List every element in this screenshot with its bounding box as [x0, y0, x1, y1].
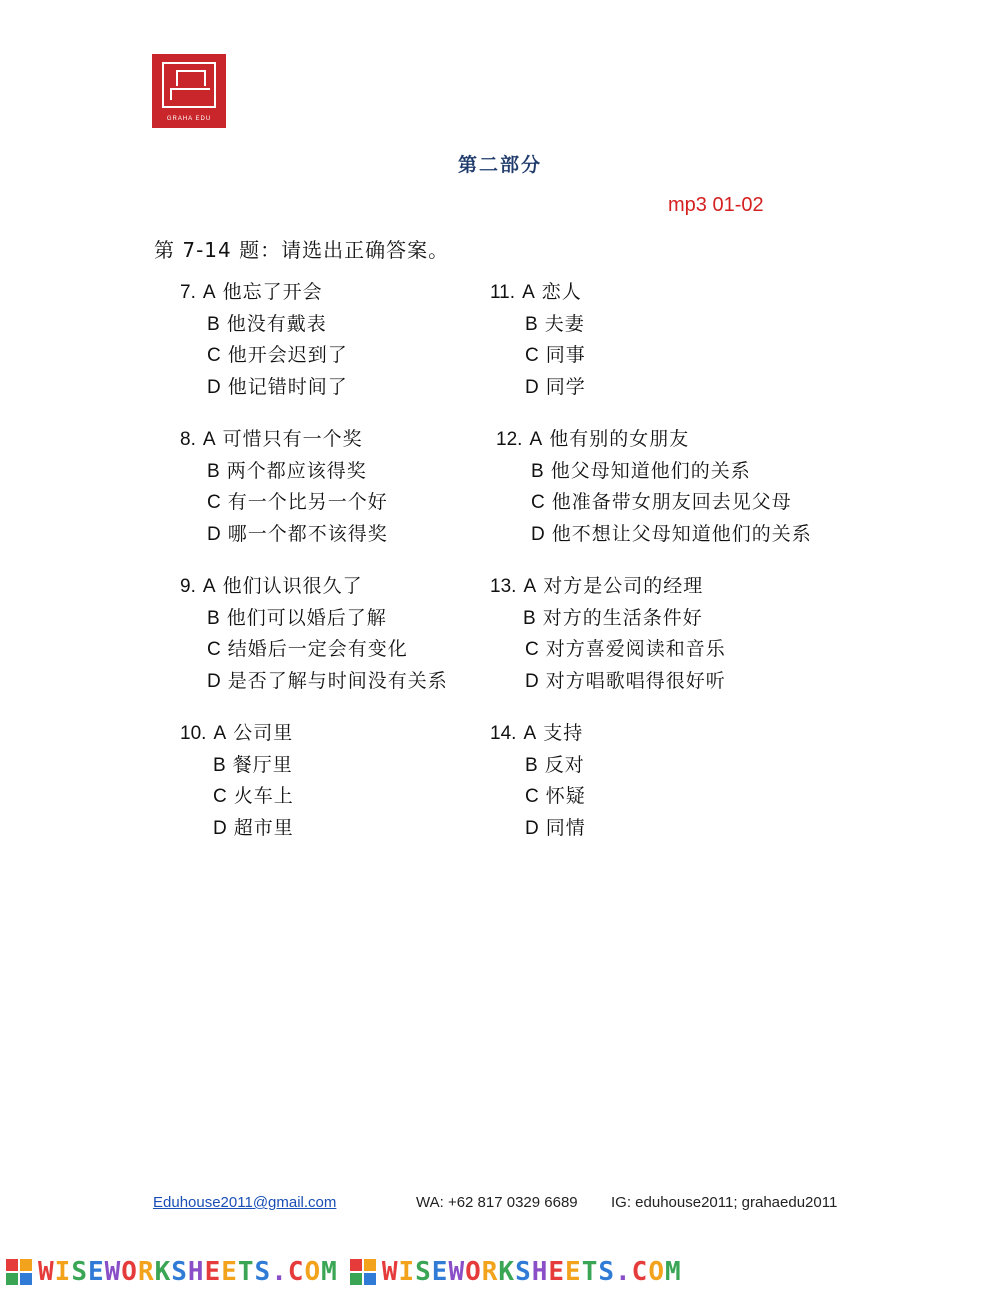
option-letter: D — [207, 670, 221, 692]
question-13 — [490, 571, 726, 697]
option-text: 他们可以婚后了解 — [226, 606, 387, 629]
option-text: 夫妻 — [544, 312, 585, 335]
watermark-letter: W — [381, 1256, 399, 1287]
option-letter: B — [207, 460, 220, 482]
watermark-letter: E — [548, 1256, 566, 1287]
option-letter: B — [213, 754, 226, 776]
option-letter: A — [522, 282, 535, 303]
question-option — [490, 309, 586, 341]
option-letter: D — [525, 376, 539, 398]
logo-caption: GRAHA EDU — [166, 116, 212, 122]
question-option — [490, 718, 586, 750]
footer-email-link[interactable]: Eduhouse2011@gmail.com — [153, 1194, 337, 1211]
watermark-letter: K — [154, 1256, 172, 1287]
watermark-letter: C — [631, 1256, 649, 1287]
wiseworksheets-logo-icon — [6, 1259, 32, 1285]
watermark-letter: R — [137, 1256, 155, 1287]
question-number: 13. — [490, 576, 517, 597]
option-letter: D — [213, 817, 227, 839]
question-option — [180, 424, 388, 456]
question-number: 10. — [180, 723, 207, 744]
question-option — [180, 372, 348, 404]
option-letter: D — [531, 523, 545, 545]
watermark-letter: W — [104, 1256, 122, 1287]
option-letter: D — [207, 376, 221, 398]
question-number: 7. — [180, 282, 196, 303]
option-letter: B — [531, 460, 544, 482]
question-option — [490, 340, 586, 372]
option-letter: C — [531, 492, 545, 513]
watermark-letter: I — [54, 1256, 72, 1287]
question-option — [180, 487, 388, 519]
option-text: 他不想让父母知道他们的关系 — [551, 522, 812, 545]
option-letter: C — [525, 639, 539, 660]
watermark-letter: T — [581, 1256, 599, 1287]
question-number: 8. — [180, 429, 196, 450]
option-text: 恋人 — [541, 281, 582, 303]
section-title: 第二部分 — [457, 154, 542, 176]
option-text: 公司里 — [233, 722, 294, 744]
option-text: 有一个比另一个好 — [227, 491, 388, 513]
watermark-letter: R — [481, 1256, 499, 1287]
question-option — [180, 718, 294, 750]
question-option — [180, 340, 348, 372]
watermark-letter: E — [565, 1256, 582, 1287]
option-text: 同学 — [545, 375, 586, 398]
question-option — [180, 277, 348, 309]
question-number: 11. — [490, 282, 516, 303]
watermark-item — [350, 1257, 682, 1287]
watermark-letter: O — [304, 1256, 322, 1287]
question-number: 14. — [490, 723, 517, 744]
audio-reference: mp3 01-02 — [668, 194, 764, 216]
question-option — [490, 781, 586, 813]
option-text: 他忘了开会 — [222, 281, 323, 303]
question-option — [490, 634, 726, 666]
question-option — [180, 603, 448, 635]
option-text: 他有别的女朋友 — [549, 428, 690, 450]
option-letter: D — [525, 817, 539, 839]
option-letter: A — [202, 576, 216, 597]
option-letter: B — [525, 754, 538, 776]
watermark-letter: S — [515, 1256, 532, 1287]
option-text: 哪一个都不该得奖 — [227, 522, 388, 545]
watermark-letter: I — [398, 1256, 416, 1287]
option-text: 他没有戴表 — [226, 312, 327, 335]
option-text: 火车上 — [233, 785, 294, 807]
option-letter: A — [202, 282, 216, 303]
question-option — [490, 571, 726, 603]
question-10 — [180, 718, 294, 844]
question-12 — [496, 424, 812, 550]
question-option — [180, 309, 348, 341]
question-option — [180, 813, 294, 845]
question-option — [490, 666, 726, 698]
option-text: 他记错时间了 — [227, 375, 348, 398]
option-text: 他们认识很久了 — [222, 575, 363, 597]
wiseworksheets-logo-icon — [350, 1259, 376, 1285]
question-option — [180, 456, 388, 488]
option-letter: C — [525, 786, 539, 807]
watermark-letter: S — [171, 1256, 188, 1287]
question-option — [180, 571, 448, 603]
graha-edu-seal-icon — [162, 62, 216, 108]
question-option — [180, 634, 448, 666]
question-number: 12. — [496, 429, 523, 450]
option-letter: C — [207, 492, 221, 513]
watermark-text — [38, 1257, 338, 1287]
footer-whatsapp: WA: +62 817 0329 6689 — [416, 1194, 578, 1211]
option-letter: B — [207, 607, 220, 629]
question-8 — [180, 424, 388, 550]
watermark-letter: E — [204, 1256, 222, 1287]
question-option — [490, 750, 586, 782]
option-text: 可惜只有一个奖 — [222, 428, 363, 450]
watermark-letter: E — [431, 1256, 449, 1287]
watermark-item — [6, 1257, 338, 1287]
option-text: 他父母知道他们的关系 — [550, 459, 751, 482]
question-11 — [490, 277, 586, 403]
watermark-banner — [0, 1252, 1000, 1291]
question-option — [180, 750, 294, 782]
question-14 — [490, 718, 586, 844]
option-letter: C — [207, 639, 221, 660]
option-text: 结婚后一定会有变化 — [227, 638, 408, 660]
option-letter: A — [523, 723, 537, 744]
option-text: 对方是公司的经理 — [543, 575, 704, 597]
option-letter: A — [202, 429, 216, 450]
question-7 — [180, 277, 348, 403]
option-text: 他开会迟到了 — [227, 344, 348, 366]
question-option — [180, 781, 294, 813]
watermark-letter: S — [415, 1256, 432, 1287]
question-9 — [180, 571, 448, 697]
watermark-letter: S — [254, 1256, 272, 1287]
option-letter: B — [525, 313, 538, 335]
watermark-letter: O — [648, 1256, 665, 1287]
watermark-letter: S — [598, 1256, 615, 1287]
watermark-letter: . — [271, 1256, 288, 1287]
option-text: 餐厅里 — [232, 753, 293, 776]
option-text: 同事 — [545, 344, 586, 366]
question-option — [496, 424, 812, 456]
watermark-letter: C — [287, 1256, 305, 1287]
watermark-letter: E — [87, 1256, 105, 1287]
option-text: 是否了解与时间没有关系 — [227, 669, 448, 692]
watermark-letter: W — [448, 1256, 466, 1287]
question-option — [490, 603, 726, 635]
watermark-text — [382, 1257, 682, 1287]
watermark-letter: W — [38, 1256, 55, 1287]
option-text: 反对 — [544, 753, 585, 776]
question-number: 9. — [180, 576, 196, 597]
option-text: 支持 — [543, 722, 584, 744]
question-option — [490, 813, 586, 845]
option-letter: D — [525, 670, 539, 692]
option-letter: A — [529, 429, 543, 450]
option-text: 对方的生活条件好 — [542, 606, 703, 629]
option-letter: A — [523, 576, 537, 597]
option-text: 超市里 — [233, 816, 294, 839]
instruction-text: 第 7-14 题：请选出正确答案。 — [154, 238, 450, 262]
option-text: 对方唱歌唱得很好听 — [545, 669, 726, 692]
option-letter: C — [213, 786, 227, 807]
option-letter: B — [523, 607, 536, 629]
option-text: 同情 — [545, 816, 586, 839]
option-text: 对方喜爱阅读和音乐 — [545, 638, 726, 660]
watermark-letter: O — [121, 1256, 138, 1287]
watermark-letter: E — [221, 1256, 238, 1287]
watermark-letter: S — [71, 1256, 88, 1287]
option-letter: D — [207, 523, 221, 545]
option-letter: A — [213, 723, 227, 744]
watermark-letter: M — [664, 1256, 682, 1287]
watermark-letter: O — [465, 1256, 482, 1287]
option-text: 两个都应该得奖 — [226, 459, 367, 482]
question-option — [490, 372, 586, 404]
question-option — [180, 666, 448, 698]
question-option — [180, 519, 388, 551]
option-letter: C — [207, 345, 221, 366]
question-option — [490, 277, 586, 309]
question-option — [496, 487, 812, 519]
watermark-letter: H — [531, 1256, 549, 1287]
footer-instagram: IG: eduhouse2011; grahaedu2011 — [611, 1194, 838, 1211]
graha-edu-logo — [152, 54, 226, 128]
watermark-letter: T — [237, 1256, 255, 1287]
option-letter: B — [207, 313, 220, 335]
watermark-letter: . — [615, 1256, 632, 1287]
option-text: 怀疑 — [545, 785, 586, 807]
question-option — [496, 456, 812, 488]
watermark-letter: M — [321, 1256, 338, 1287]
option-letter: C — [525, 345, 539, 366]
question-option — [496, 519, 812, 551]
option-text: 他准备带女朋友回去见父母 — [551, 491, 792, 513]
watermark-letter: H — [187, 1256, 205, 1287]
watermark-letter: K — [498, 1256, 516, 1287]
